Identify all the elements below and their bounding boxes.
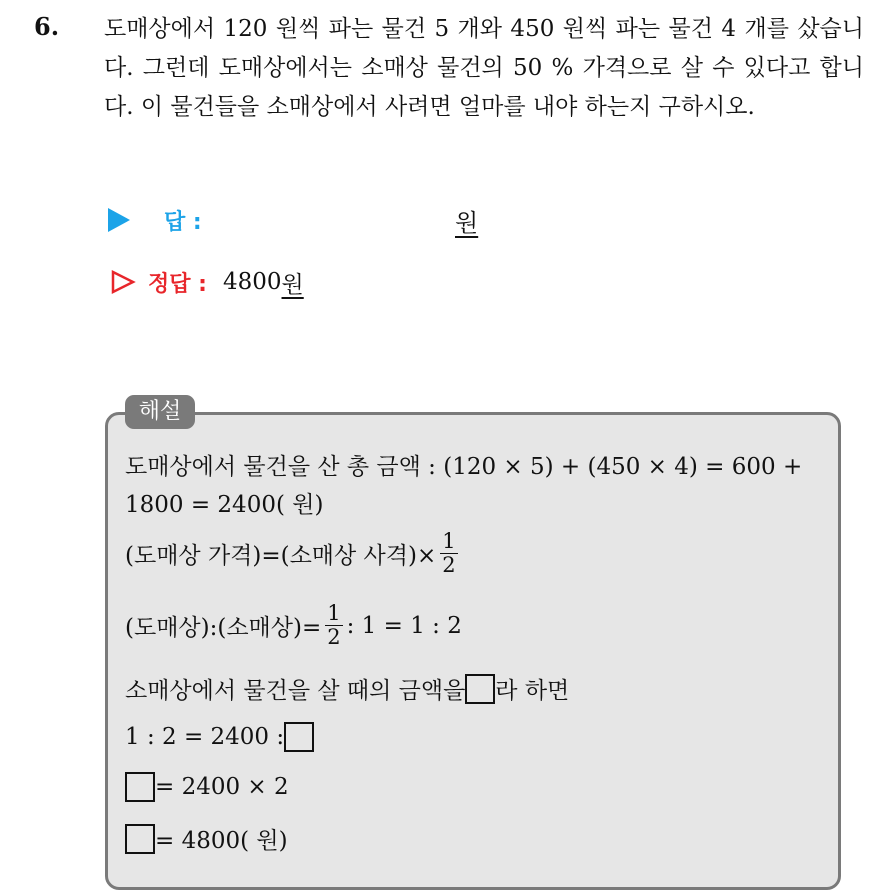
explanation-text: (도매상):(소매상)= [125,615,322,642]
explanation-line-8 [125,822,288,855]
explanation-line-5 [125,672,569,705]
explanation-line-7 [125,772,289,802]
answer-row [108,200,202,240]
explanation-text: : 1 = 1 : 2 [346,612,462,639]
explanation-text: 소매상에서 물건을 살 때의 금액을 [125,678,466,704]
fraction-denominator: 2 [442,553,456,578]
fraction [325,602,342,649]
correct-answer-label: 정답 : [148,271,207,297]
fraction [440,530,457,577]
explanation-line-2 [125,486,323,519]
explanation-text: 도매상에서 물건을 산 총 금액 : (120 × 5) + (450 × 4) = 600 + [125,454,803,480]
explanation-line-6 [125,722,314,752]
explanation-text: = 2400 × 2 [155,774,289,800]
explanation-text: (도매상 가격)=(소매상 사격)× [125,543,437,570]
question-number: 6. [34,12,60,41]
explanation-text: 1 : 2 = 2400 : [125,724,285,750]
blank-box [284,722,314,752]
explanation-box [105,412,841,890]
explanation-line-3 [125,530,462,577]
answer-label: 답 : [164,209,202,235]
fraction-numerator: 1 [327,601,341,625]
blank-box [465,674,495,704]
blank-box [125,824,155,854]
explanation-text: 1800 = 2400( 원) [125,492,324,518]
fraction-denominator: 2 [327,625,341,650]
explanation-line-1 [125,448,802,481]
play-triangle-icon [108,208,130,232]
correct-answer-value: 4800 [222,269,282,295]
explanation-tag: 해설 [125,395,195,429]
outline-triangle-icon [110,269,136,295]
explanation-text: 라 하면 [495,678,570,704]
question-text: 도매상에서 120 원씩 파는 물건 5 개와 450 원씩 파는 물건 4 개를 샀습니다. 그런데 도매상에서는 소매상 물건의 50 % 가격으로 살 수 있다고 합니다. 이 물건들을 소매상에서 사려면 얼마를 내야 하는지 구하시오. [104,16,864,120]
answer-unit: 원 [455,209,479,237]
correct-answer-unit: 원 [281,271,304,298]
explanation-line-4 [125,602,462,649]
correct-answer-row [110,262,304,302]
fraction-numerator: 1 [442,529,456,553]
explanation-text: = 4800( 원) [155,828,288,854]
blank-box [125,772,155,802]
